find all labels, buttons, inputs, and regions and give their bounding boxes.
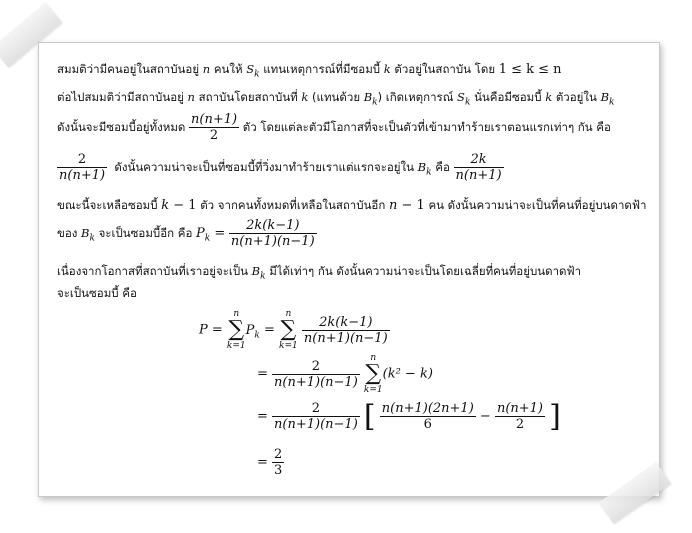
equation-row-2: = $\frac{2}{n(n+1)(n-1)}$ n ∑ k=1 (k² − k) bbox=[257, 353, 433, 395]
fraction-coeff: $\frac{2}{n(n+1)(n-1)}$ bbox=[274, 358, 358, 390]
text-line-5: ขณะนี้จะเหลือซอมบี้ k − 1 ตัว จากคนทั้งหมดที่เหลือในสถาบันอีก n − 1 คน ดังนั้นความน่าจะเป็นที่คนที่อยู่บนดาดฟ้า bbox=[57, 198, 647, 213]
fraction-prob-bk: $\frac{2k}{n(n+1)}$ bbox=[455, 152, 502, 183]
equation-row-4: = $\frac{2}{3}$ bbox=[257, 447, 283, 478]
equation-row-1: P = n ∑ k=1 $P_k$ = n ∑ k=1 $\frac{2k(k-1)}{n(n+1)(n-1)}$ bbox=[199, 309, 388, 351]
text-line-8: จะเป็นซอมบี้ คือ bbox=[57, 286, 137, 300]
text-line-2: ต่อไปสมมติว่ามีสถาบันอยู่ n สถาบันโดยสถาบันที่ k (แทนด้วย $B_k$) เกิดเหตุการณ์ $S_k$ นั่นคือมีซอมบี้ k ตัวอยู่ใน $B_k$ bbox=[57, 90, 615, 108]
text-line-3: ดังนั้นจะมีซอมบี้อยู่ทั้งหมด $\frac{n(n+1)}{2}$ ตัว โดยแต่ละตัวมีโอกาสที่จะเป็นตัวที่เข้ามาทำร้ายเราตอนแรกเท่าๆ กัน คือ bbox=[57, 112, 611, 143]
text-line-1: สมมติว่ามีคนอยู่ในสถาบันอยู่ n คนให้ $S_k$ แทนเหตุการณ์ที่มีซอมบี้ k ตัวอยู่ในสถาบัน โดย 1 ≤ k ≤ n bbox=[57, 62, 562, 80]
fraction-pk: $\frac{2k(k-1)}{n(n+1)(n-1)}$ bbox=[230, 218, 315, 249]
sum-symbol: n ∑ k=1 bbox=[279, 309, 298, 351]
fraction-coeff: $\frac{2}{n(n+1)(n-1)}$ bbox=[274, 401, 358, 432]
fraction-sum-squares: $\frac{n(n+1)(2n+1)}{6}$ bbox=[381, 401, 474, 432]
fraction-result: $\frac{2}{3}$ bbox=[274, 447, 283, 478]
sum-symbol: n ∑ k=1 bbox=[363, 353, 383, 395]
text-line-4: $\frac{2}{n(n+1)}$ ดังนั้นความน่าจะเป็นที่ซอมบี้ที่วิ่งมาทำร้ายเราแต่แรกจะอยู่ใน $B_k$ คือ $\frac{2k}{n(n+1)}$ bbox=[59, 152, 502, 183]
fraction-pk-sum: $\frac{2k(k-1)}{n(n+1)(n-1)}$ bbox=[303, 314, 388, 346]
fraction-sum-k: $\frac{n(n+1)}{2}$ bbox=[496, 401, 544, 432]
fraction-each-zombie: $\frac{2}{n(n+1)}$ bbox=[59, 152, 106, 183]
document-page bbox=[38, 42, 660, 497]
sum-symbol: n ∑ k=1 bbox=[226, 309, 246, 351]
fraction-total-zombies: $\frac{n(n+1)}{2}$ bbox=[191, 112, 238, 143]
text-line-6: ของ $B_k$ จะเป็นซอมบี้อีก คือ $P_k$ = $\frac{2k(k-1)}{n(n+1)(n-1)}$ bbox=[57, 218, 315, 249]
equation-row-3: = $\frac{2}{n(n+1)(n-1)}$ [ $\frac{n(n+1)(2n+1)}{6}$ − $\frac{n(n+1)}{2}$ ] bbox=[257, 399, 561, 434]
text-line-7: เนื่องจากโอกาสที่สถาบันที่เราอยู่จะเป็น $B_k$ มีได้เท่าๆ กัน ดังนั้นความน่าจะเป็นโดยเฉลี่ยที่คนที่อยู่บนดาดฟ้า bbox=[57, 264, 582, 282]
